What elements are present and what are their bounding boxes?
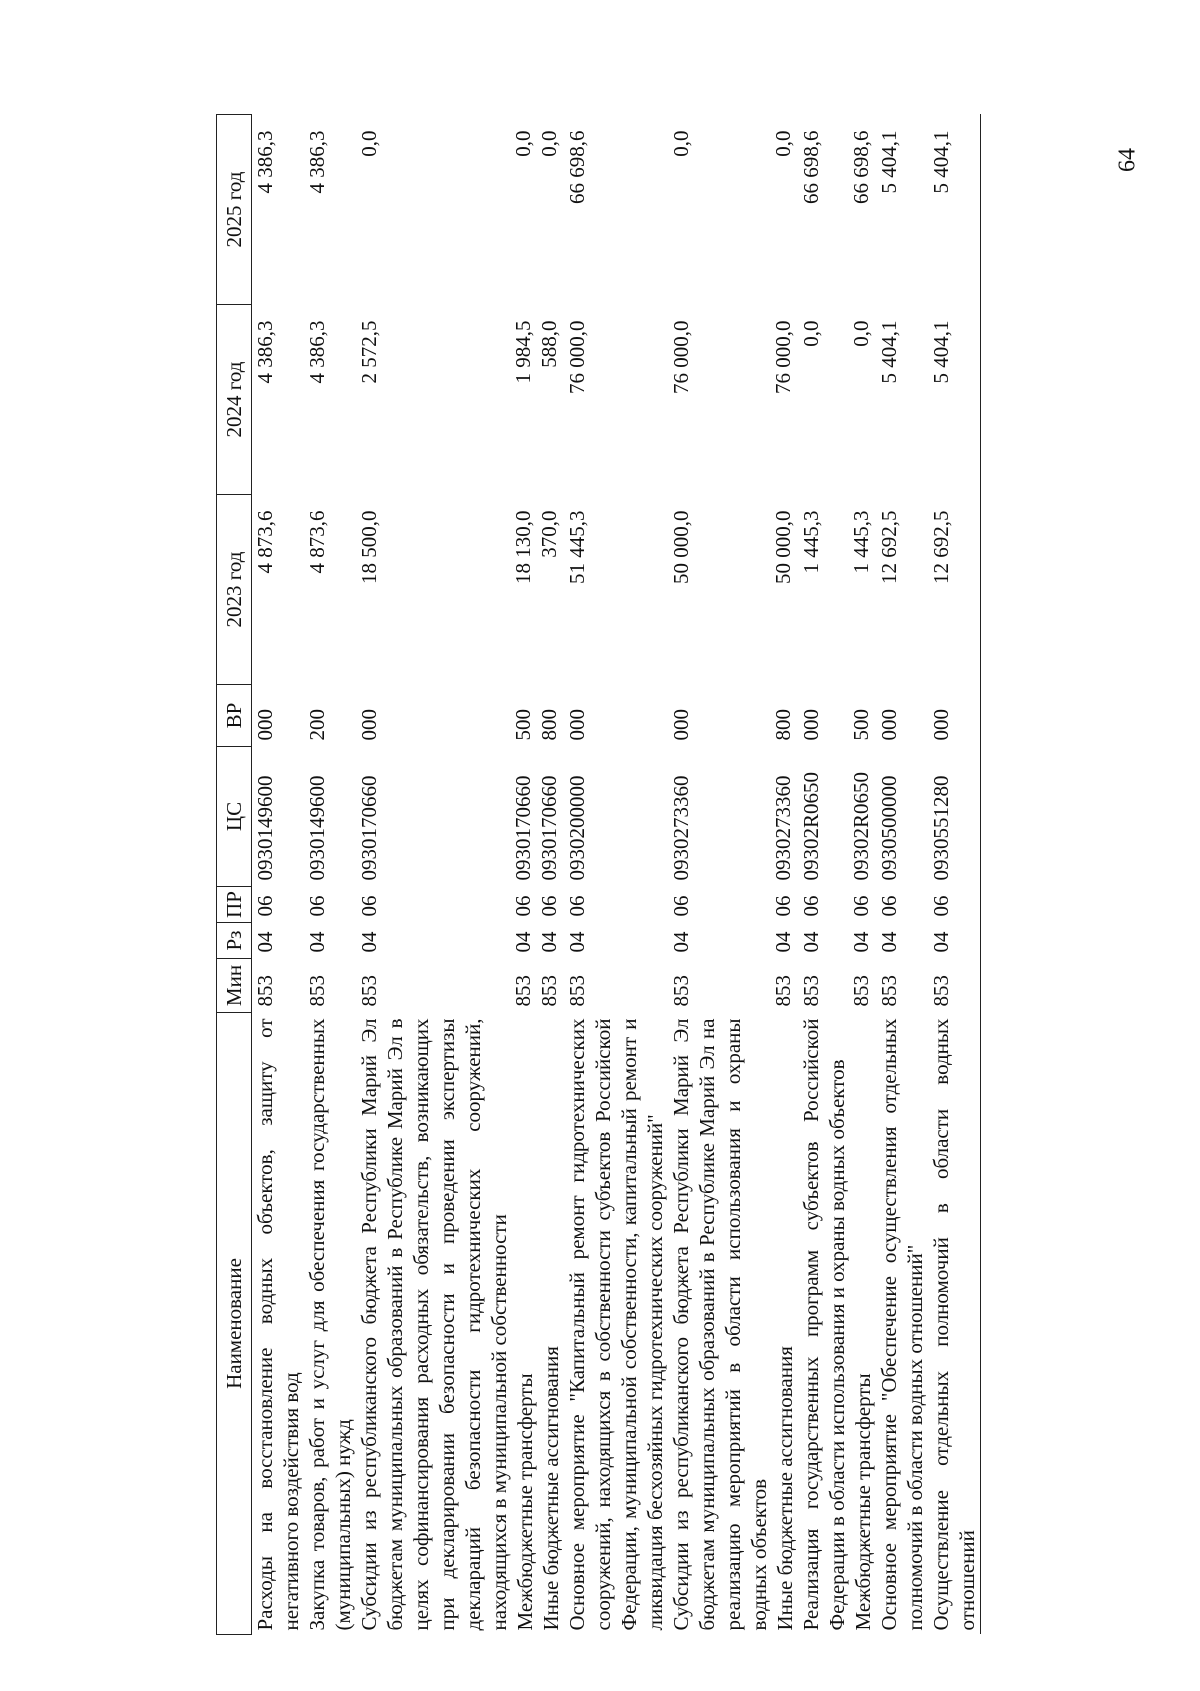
row-2025: 66 698,6 [799, 130, 823, 204]
row-pr: 06 [511, 895, 535, 917]
row-name: Закупка товаров, работ и услуг для обеспечения государственных (муниципальных) нужд [305, 1018, 355, 1631]
row-cs: 0930170660 [511, 775, 535, 881]
row-2023: 12 692,5 [877, 510, 901, 584]
row-cs: 0930273360 [771, 775, 795, 881]
budget-table [216, 114, 981, 1635]
header-2023: 2023 год [217, 495, 252, 685]
row-vr: 800 [537, 709, 561, 741]
table-row [668, 115, 772, 1635]
row-min: 853 [928, 959, 981, 1013]
row-cs: 09302R0650 [799, 771, 823, 881]
row-2023: 51 445,3 [565, 510, 589, 584]
rotated-table-container [216, 115, 1200, 1635]
row-2025: 66 698,6 [849, 130, 873, 204]
row-2024: 0,0 [799, 320, 823, 347]
row-cs: 0930149600 [305, 775, 329, 881]
row-cs: 0930200000 [565, 775, 589, 881]
header-name: Наименование [217, 1013, 252, 1635]
row-cs: 0930170660 [357, 775, 381, 881]
row-2024: 76 000,0 [771, 320, 795, 394]
table-row [564, 115, 668, 1635]
row-min: 853 [511, 975, 535, 1007]
row-pr: 06 [877, 895, 901, 917]
row-2025: 5 404,1 [877, 130, 901, 194]
row-rz: 04 [669, 931, 693, 953]
row-2025: 0,0 [771, 130, 795, 157]
row-2025: 0,0 [669, 130, 693, 157]
header-pr: ПР [217, 887, 252, 923]
row-min: 853 [537, 975, 561, 1007]
row-rz: 04 [537, 931, 561, 953]
row-2024: 1 984,5 [511, 320, 535, 384]
row-2024: 76 000,0 [669, 320, 693, 394]
row-rz: 04 [799, 931, 823, 953]
table-row [304, 115, 356, 1635]
header-min: Мин [217, 959, 252, 1013]
row-rz: 04 [565, 931, 589, 953]
row-pr: 06 [565, 895, 589, 917]
row-name: Осуществление отдельных полномочий в области водных отношений [928, 1013, 981, 1635]
row-pr: 06 [669, 895, 693, 917]
row-vr: 000 [565, 709, 589, 741]
row-min: 853 [357, 975, 381, 1007]
row-rz: 04 [511, 931, 535, 953]
row-rz: 04 [357, 931, 381, 953]
table-row [876, 115, 928, 1635]
table-row [512, 115, 538, 1635]
row-name: Межбюджетные трансферты [851, 1373, 875, 1631]
row-2025: 0,0 [357, 130, 381, 157]
row-vr: 000 [877, 709, 901, 741]
row-2023: 1 445,3 [849, 510, 873, 574]
row-2024: 4 386,3 [305, 320, 329, 384]
row-name: Субсидии из республиканского бюджета Республики Марий Эл бюджетам муниципальных образований в Республике Марий Эл в целях софинансирования расходных обязательств, возникающих при декларировании безопасности и проведении экспертизы деклараций безопасности гидротехнических сооружений, находящихся в муниципальной собственности [357, 1018, 511, 1631]
row-vr: 200 [305, 709, 329, 741]
row-min: 853 [305, 975, 329, 1007]
row-2024: 588,0 [537, 320, 561, 368]
row-name: Основное мероприятие "Обеспечение осуществления отдельных полномочий в области водных отношений" [877, 1018, 927, 1631]
row-2025: 66 698,6 [565, 130, 589, 204]
row-2024: 4 386,3 [253, 320, 277, 384]
row-vr: 000 [357, 709, 381, 741]
row-vr: 000 [253, 709, 277, 741]
row-name: Межбюджетные трансферты [513, 1373, 537, 1631]
row-2024: 0,0 [849, 320, 873, 347]
row-cs: 0930500000 [877, 775, 901, 881]
row-2023: 1 445,3 [799, 510, 823, 574]
row-rz: 04 [771, 931, 795, 953]
row-pr: 06 [849, 895, 873, 917]
header-2024: 2024 год [217, 305, 252, 495]
row-pr: 06 [799, 895, 823, 917]
row-2024: 2 572,5 [357, 320, 381, 384]
row-name: Основное мероприятие "Капитальный ремонт гидротехнических сооружений, находящихся в собственности субъектов Российской Федерации, муниципальной собственности, капитальный ремонт и ликвидация бесхозяйных гидротехнических сооружений" [565, 1018, 667, 1631]
row-min: 853 [849, 975, 873, 1007]
row-2023: 50 000,0 [669, 510, 693, 584]
header-2025: 2025 год [217, 115, 252, 305]
header-vr: ВР [217, 685, 252, 747]
row-name: Субсидии из республиканского бюджета Республики Марий Эл бюджетам муниципальных образований в Республике Марий Эл на реализацию мероприятий в области использования и охраны водных объектов [669, 1018, 771, 1631]
row-rz: 04 [849, 931, 873, 953]
row-2025: 4 386,3 [253, 130, 277, 194]
row-cs: 0930273360 [669, 775, 693, 881]
row-min: 853 [771, 975, 795, 1007]
table-row [928, 115, 981, 1635]
row-name: Иные бюджетные ассигнования [773, 1346, 797, 1631]
row-2024: 76 000,0 [565, 320, 589, 394]
row-2023: 50 000,0 [771, 510, 795, 584]
row-pr: 06 [537, 895, 561, 917]
row-2024: 5 404,1 [928, 305, 981, 495]
row-min: 853 [877, 975, 901, 1007]
row-rz: 04 [253, 931, 277, 953]
row-2025: 0,0 [537, 130, 561, 157]
row-2023: 4 873,6 [305, 510, 329, 574]
row-vr: 000 [799, 709, 823, 741]
table-row [798, 115, 850, 1635]
row-vr: 500 [511, 709, 535, 741]
row-vr: 000 [669, 709, 693, 741]
row-name: Иные бюджетные ассигнования [539, 1346, 563, 1631]
row-rz: 04 [305, 931, 329, 953]
row-vr: 000 [928, 685, 981, 747]
row-cs: 0930149600 [253, 775, 277, 881]
row-pr: 06 [253, 895, 277, 917]
row-2024: 5 404,1 [877, 320, 901, 384]
row-cs: 0930170660 [537, 775, 561, 881]
row-pr: 06 [771, 895, 795, 917]
row-min: 853 [565, 975, 589, 1007]
row-2023: 4 873,6 [253, 510, 277, 574]
row-2025: 5 404,1 [928, 115, 981, 305]
row-min: 853 [253, 975, 277, 1007]
table-header-row [217, 115, 252, 1635]
row-2023: 18 130,0 [511, 510, 535, 584]
row-name: Расходы на восстановление водных объектов, защиту от негативного воздействия вод [253, 1018, 303, 1631]
header-cs: ЦС [217, 747, 252, 887]
row-2025: 0,0 [511, 130, 535, 157]
table-row [850, 115, 876, 1635]
row-name: Реализация государственных программ субъектов Российской Федерации в области использования и охраны водных объектов [799, 1018, 849, 1631]
row-pr: 06 [357, 895, 381, 917]
row-cs: 0930551280 [928, 747, 981, 887]
table-row [538, 115, 564, 1635]
header-rz: Рз [217, 923, 252, 959]
row-2023: 370,0 [537, 510, 561, 558]
row-2023: 12 692,5 [928, 495, 981, 685]
row-vr: 800 [771, 709, 795, 741]
row-vr: 500 [849, 709, 873, 741]
row-rz: 04 [928, 923, 981, 959]
row-rz: 04 [877, 931, 901, 953]
table-row [356, 115, 512, 1635]
table-row [772, 115, 798, 1635]
row-2023: 18 500,0 [357, 510, 381, 584]
row-min: 853 [799, 975, 823, 1007]
row-pr: 06 [928, 887, 981, 923]
row-min: 853 [669, 975, 693, 1007]
row-cs: 09302R0650 [849, 771, 873, 881]
row-2025: 4 386,3 [305, 130, 329, 194]
row-pr: 06 [305, 895, 329, 917]
table-row [252, 115, 305, 1635]
